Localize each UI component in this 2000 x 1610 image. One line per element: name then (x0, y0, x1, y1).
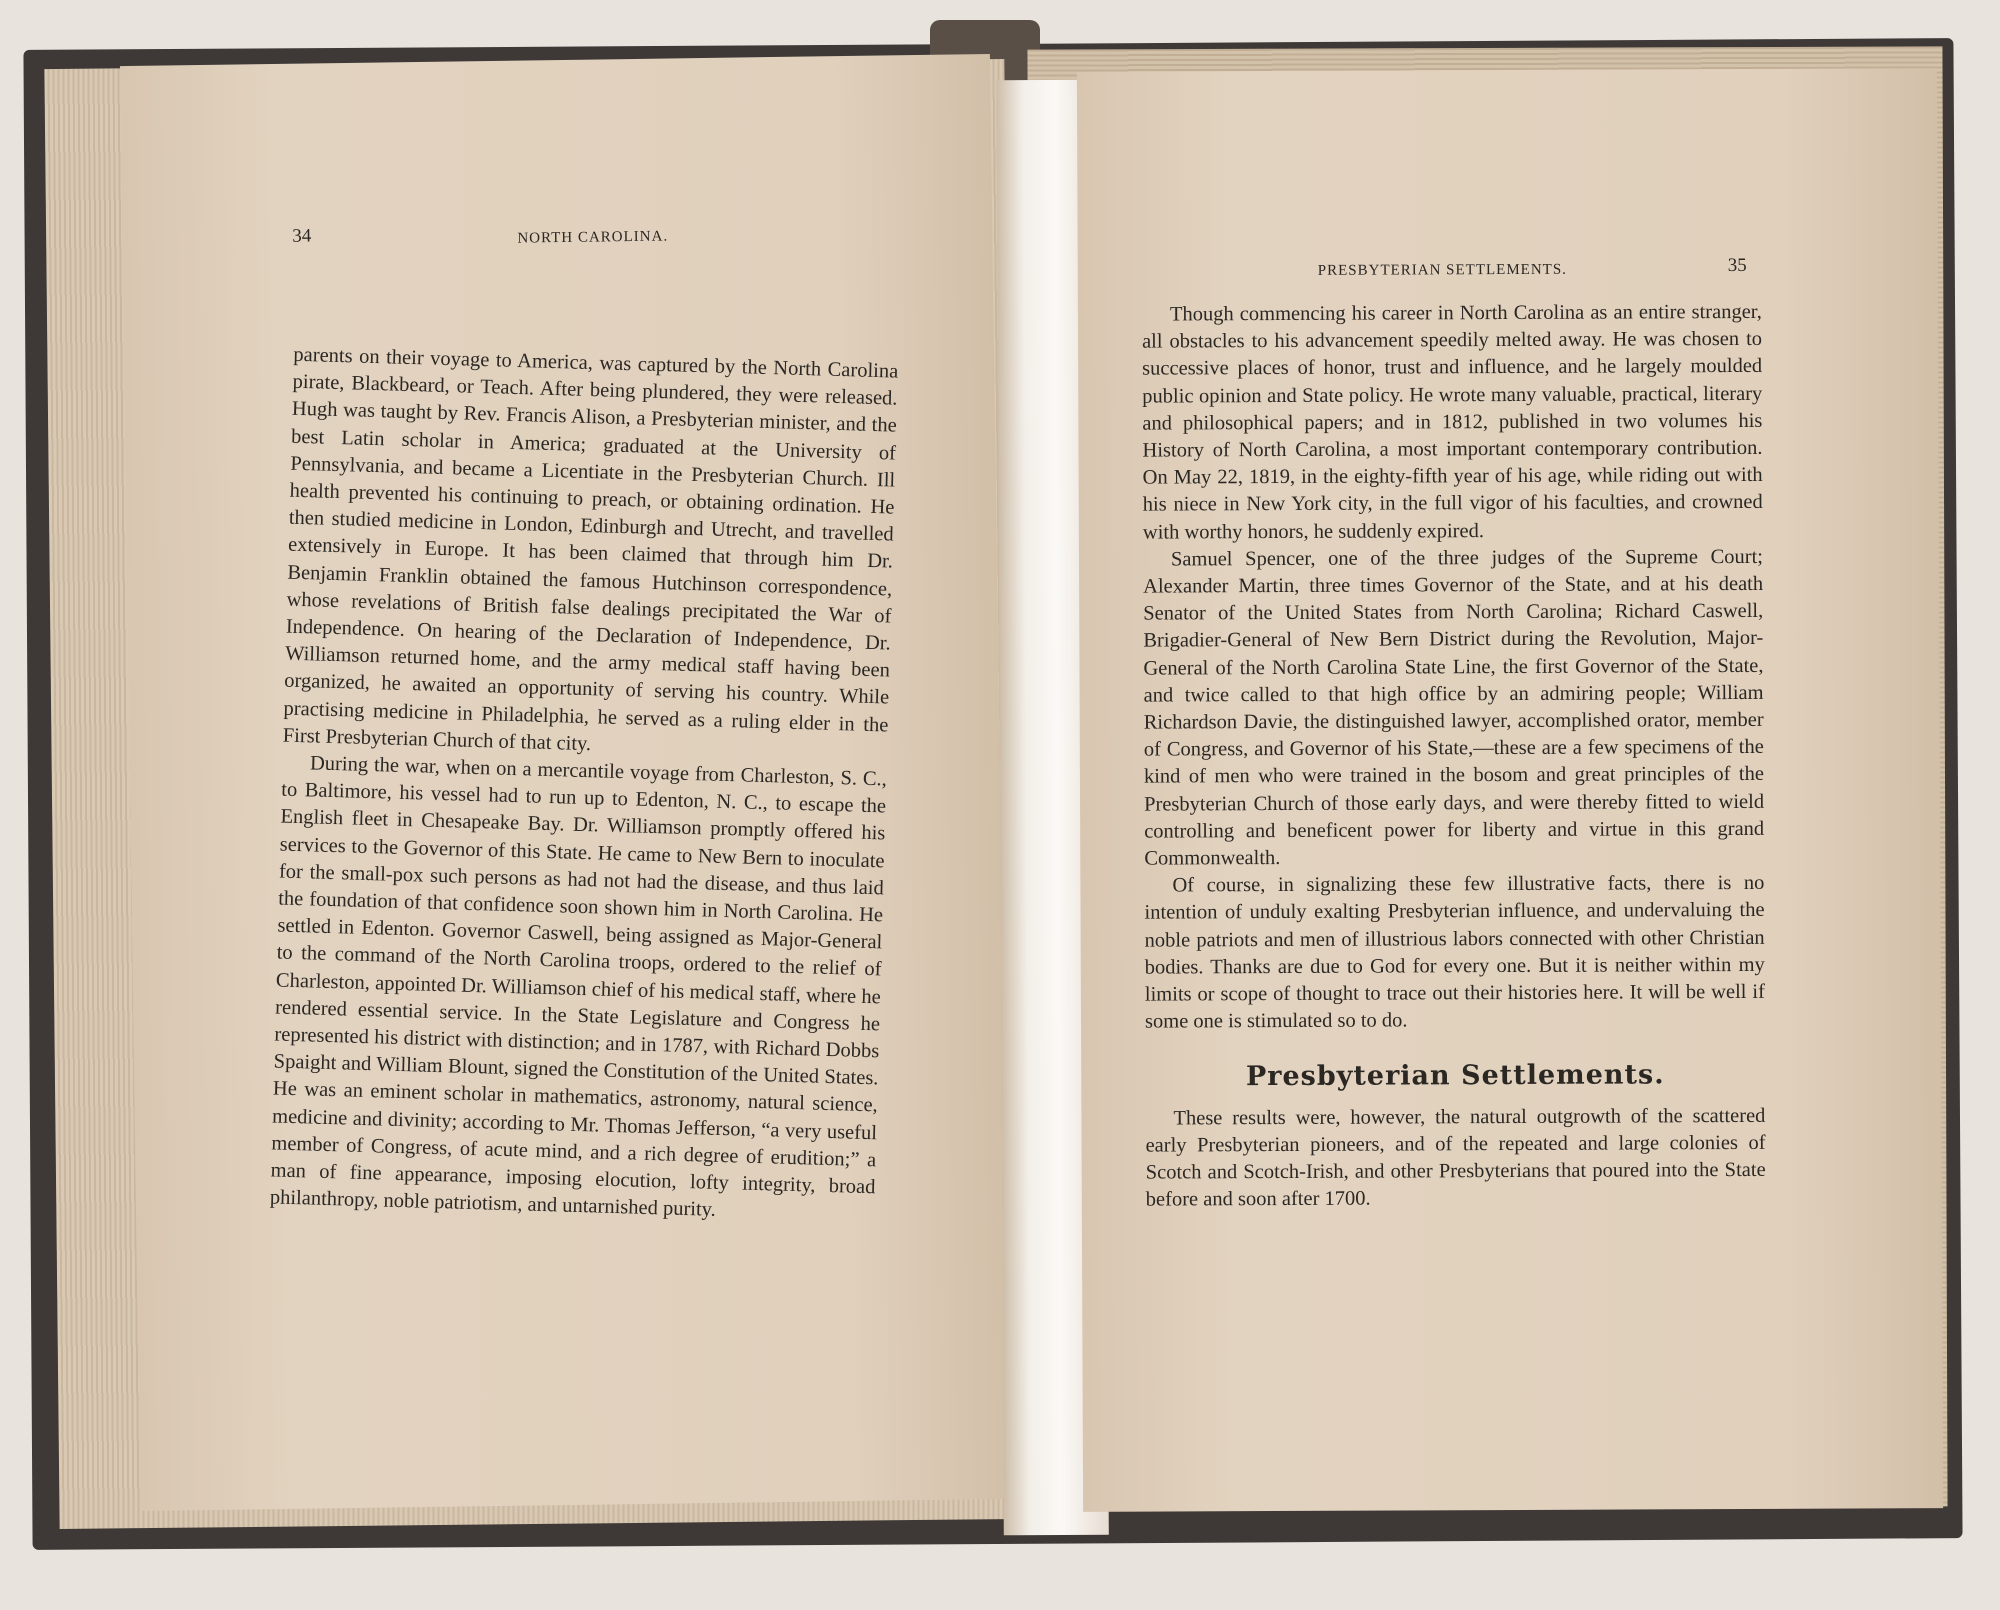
paragraph: These results were, however, the natural outgrowth of the scattered early Presbyterian pioneers, and of the repeated and large colonies of Scotch and Scotch-Irish, and other Presbyterians that poured into the State before and soon after 1700. (1145, 1104, 1766, 1211)
page-number-left: 34 (292, 225, 312, 247)
paragraph: Samuel Spencer, one of the three judges of the Supreme Court; Alexander Martin, three times Governor of the State, and at his death Senator of the United States from North Carolina; Richard Caswell, Brigadier-General of New Bern District during the Revolution, Major-General of the North Carolina State Line, the first Governor of the State, and twice called to that high office by an admiring people; William Richardson Davie, the distinguished lawyer, accomplished orator, member of Congress, and Governor of his State,—these are a few specimens of the kind of men who were trained in the bosom and great principles of the Presbyterian Church of those early days, and were thereby fitted to wield controlling and beneficent power for liberty and virtue in this grand Commonwealth. (1143, 545, 1765, 870)
running-head-left: NORTH CAROLINA. (517, 228, 669, 247)
right-page-text (1142, 299, 1766, 1214)
left-page (120, 54, 1010, 1511)
running-head-right: PRESBYTERIAN SETTLEMENTS. (1317, 261, 1567, 279)
page-number-right: 35 (1727, 254, 1747, 277)
left-page-text (270, 342, 899, 1229)
paragraph: Though commencing his career in North Carolina as an entire stranger, all obstacles to his advancement speedily melted away. He was chosen to successive places of honor, trust and influence, and he largely moulded public opinion and State policy. He wrote many valuable, practical, literary and philosophical papers; and in 1812, published in two volumes his History of North Carolina, a most important contemporary contribution. On May 22, 1819, in the eighty-fifth year of his age, while riding out with his niece in New York city, in the full vigor of his faculties, and crowned with worthy honors, he suddenly expired. (1141, 300, 1763, 544)
right-page (1077, 68, 1943, 1512)
paragraph: During the war, when on a mercantile voyage from Charleston, S. C., to Baltimore, his vessel had to run up to Edenton, N. C., to escape the English fleet in Chesapeake Bay. Dr. Williamson promptly offered his services to the Governor of this State. He came to New Bern to inoculate for the small-pox such persons as had not had the disease, and thus laid the foundation of that confidence soon shown him in North Carolina. He settled in Edenton. Governor Caswell, being assigned as Major-General to the command of the North Carolina troops, ordered to the relief of Charleston, appointed Dr. Williamson chief of his medical staff, where he rendered essential service. In the State Legislature and Congress he represented his district with distinction; and in 1787, with Richard Dobbs Spaight and William Blount, signed the Constitution of the United States. He was an eminent scholar in mathematics, astronomy, natural science, medicine and divinity; according to Mr. Thomas Jefferson, “a very useful member of Congress, of acute mind, and a rich degree of erudition;” a man of fine appearance, imposing elocution, lofty integrity, broad philanthropy, noble patriotism, and untarnished purity. (269, 752, 888, 1222)
paragraph: Of course, in signalizing these few illustrative facts, there is no intention of unduly exalting Presbyterian influence, and undervaluing the noble patriots and men of illustrious labors connected with other Christian bodies. Thanks are due to God for every one. But it is neither within my limits or scope of thought to trace out their histories here. It will be well if some one is stimulated so to do. (1144, 872, 1765, 1033)
section-heading: Presbyterian Settlements. (1245, 1059, 1665, 1093)
paragraph: parents on their voyage to America, was captured by the North Carolina pirate, Blackbeard, or Teach. After being plundered, they were released. Hugh was taught by Rev. Francis Alison, a Presbyterian minister, and the best Latin scholar in America; graduated at the University of Pennsylvania, and became a Licentiate in the Presbyterian Church. Ill health prevented his continuing to preach, or obtaining ordination. He then studied medicine in London, Edinburgh and Utrecht, and travelled extensively in Europe. It has been claimed that through him Dr. Benjamin Franklin obtained the famous Hutchinson correspondence, whose revelations of British false dealings precipitated the War of Independence. On hearing of the Declaration of Independence, Dr. Williamson returned home, and the army medical staff having been organized, he awaited an opportunity of serving his country. While practising medicine in Philadelphia, he served as a ruling elder in the First Presbyterian Church of that city. (282, 343, 899, 756)
